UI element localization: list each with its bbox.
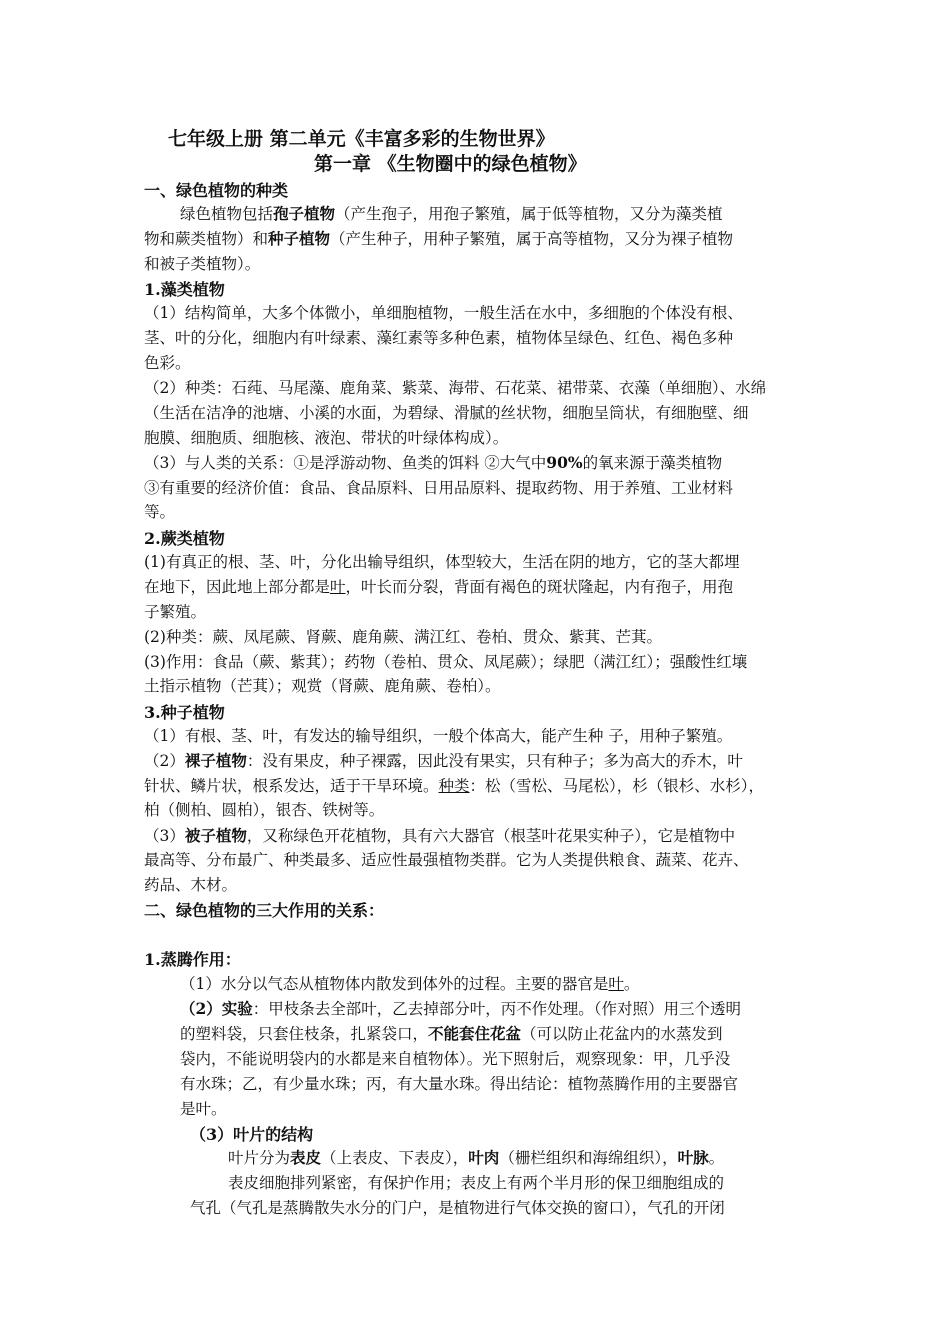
- experiment-line5: 是叶。: [180, 1100, 227, 1118]
- seed-p2-line3: 柏（侧柏、圆柏），银杏、铁树等。: [144, 801, 385, 819]
- section-heading-2: 二、绿色植物的三大作用的关系：: [144, 901, 385, 920]
- algae-heading: 1.藻类植物: [144, 280, 225, 299]
- section-heading-1: 一、绿色植物的种类: [144, 181, 289, 200]
- document-title: 七年级上册 第二单元《丰富多彩的生物世界》: [168, 128, 555, 150]
- fern-p3-line1: (3)作用：食品（蕨、紫萁）；药物（卷柏、贯众、凤尾蕨）；绿肥（满江红）；强酸性红壤: [144, 653, 748, 671]
- fern-p2: (2)种类：蕨、凤尾蕨、肾蕨、鹿角蕨、满江红、卷柏、贯众、紫萁、芒萁。: [144, 628, 662, 646]
- seed-p2-line2: 针状、鳞片状，根系发达，适于干旱环境。种类：松（雪松、马尾松），杉（银杉、水杉），: [144, 777, 765, 795]
- intro-line-3: 和被子类植物）。: [144, 255, 261, 273]
- fern-p1-line3: 子繁殖。: [144, 603, 207, 621]
- algae-p1-line1: （1）结构简单，大多个体微小，单细胞植物，一般生活在水中，多细胞的个体没有根、: [144, 304, 743, 322]
- experiment-line3: 袋内，不能说明袋内的水都是来自植物体）。光下照射后，观察现象：甲，几乎没: [180, 1050, 731, 1068]
- seed-p3-line1: （3）被子植物，又称绿色开花植物，具有六大器官（根茎叶花果实种子），它是植物中: [144, 826, 736, 845]
- experiment-line2: 的塑料袋，只套住枝条，扎紧袋口，不能套住花盆（可以防止花盆内的水蒸发到: [180, 1024, 723, 1043]
- intro-line-2: 物和蕨类植物）和种子植物（产生种子，用种子繁殖，属于高等植物，又分为裸子植物: [144, 229, 734, 248]
- algae-p1-line3: 色彩。: [144, 354, 191, 372]
- algae-p1-line2: 茎、叶的分化，细胞内有叶绿素、藻红素等多种色素，植物体呈绿色、红色、褐色多种: [144, 329, 734, 347]
- seed-heading: 3.种子植物: [144, 703, 225, 722]
- fern-p1-line2: 在地下，因此地上部分都是叶，叶长而分裂，背面有褐色的斑状隆起，内有孢子，用孢: [144, 578, 734, 596]
- seed-p3-line3: 药品、木材。: [144, 876, 238, 894]
- seed-p3-line2: 最高等、分布最广、种类最多、适应性最强植物类群。它为人类提供粮食、蔬菜、花卉、: [144, 851, 749, 869]
- experiment-line1: （2）实验：甲枝条去全部叶，乙去掉部分叶，丙不作处理。（作对照）用三个透明: [180, 999, 742, 1018]
- leaf-structure-line1: 叶片分为表皮（上表皮、下表皮），叶肉（栅栏组织和海绵组织），叶脉。: [228, 1148, 725, 1167]
- transpiration-heading: 1.蒸腾作用：: [144, 950, 241, 969]
- leaf-structure-line2: 表皮细胞排列紧密，有保护作用；表皮上有两个半月形的保卫细胞组成的: [228, 1174, 725, 1192]
- algae-p3-line2: ③有重要的经济价值：食品、食品原料、日用品原料、提取药物、用于养殖、工业材料: [144, 479, 734, 497]
- leaf-structure-line3: 气孔（气孔是蒸腾散失水分的门户，是植物进行气体交换的窗口），气孔的开闭: [190, 1199, 725, 1217]
- seed-p1: （1）有根、茎、叶，有发达的输导组织，一般个体高大，能产生种 子，用种子繁殖。: [144, 727, 733, 745]
- chapter-title: 第一章 《生物圈中的绿色植物》: [314, 153, 587, 175]
- fern-p1-line1: (1)有真正的根、茎、叶，分化出输导组织，体型较大，生活在阴的地方，它的茎大都埋: [144, 553, 740, 571]
- transpiration-p1: （1）水分以气态从植物体内散发到体外的过程。主要的器官是叶。: [180, 975, 640, 993]
- experiment-line4: 有水珠；乙，有少量水珠；丙，有大量水珠。得出结论：植物蒸腾作用的主要器官: [180, 1075, 739, 1093]
- intro-line-1: 绿色植物包括孢子植物（产生孢子，用孢子繁殖，属于低等植物，又分为藻类植: [180, 204, 723, 223]
- leaf-structure-heading: （3）叶片的结构: [190, 1125, 314, 1144]
- fern-heading: 2.蕨类植物: [144, 529, 225, 548]
- algae-p2-line2: （生活在洁净的池塘、小溪的水面，为碧绿、滑腻的丝状物，细胞呈筒状，有细胞壁、细: [144, 404, 749, 422]
- seed-p2-line1: （2）裸子植物：没有果皮，种子裸露，因此没有果实，只有种子；多为高大的乔木，叶: [144, 751, 743, 770]
- algae-p3-line1: （3）与人类的关系：①是浮游动物、鱼类的饵料 ②大气中90%的氧来源于藻类植物: [144, 453, 723, 472]
- algae-p2-line1: （2）种类：石莼、马尾藻、鹿角菜、紫菜、海带、石花菜、裙带菜、衣藻（单细胞）、水绵: [144, 379, 767, 397]
- algae-p2-line3: 胞膜、细胞质、细胞核、液泡、带状的叶绿体构成）。: [144, 429, 509, 447]
- algae-p3-line3: 等。: [144, 503, 176, 521]
- fern-p3-line2: 土指示植物（芒萁）；观赏（肾蕨、鹿角蕨、卷柏）。: [144, 677, 501, 695]
